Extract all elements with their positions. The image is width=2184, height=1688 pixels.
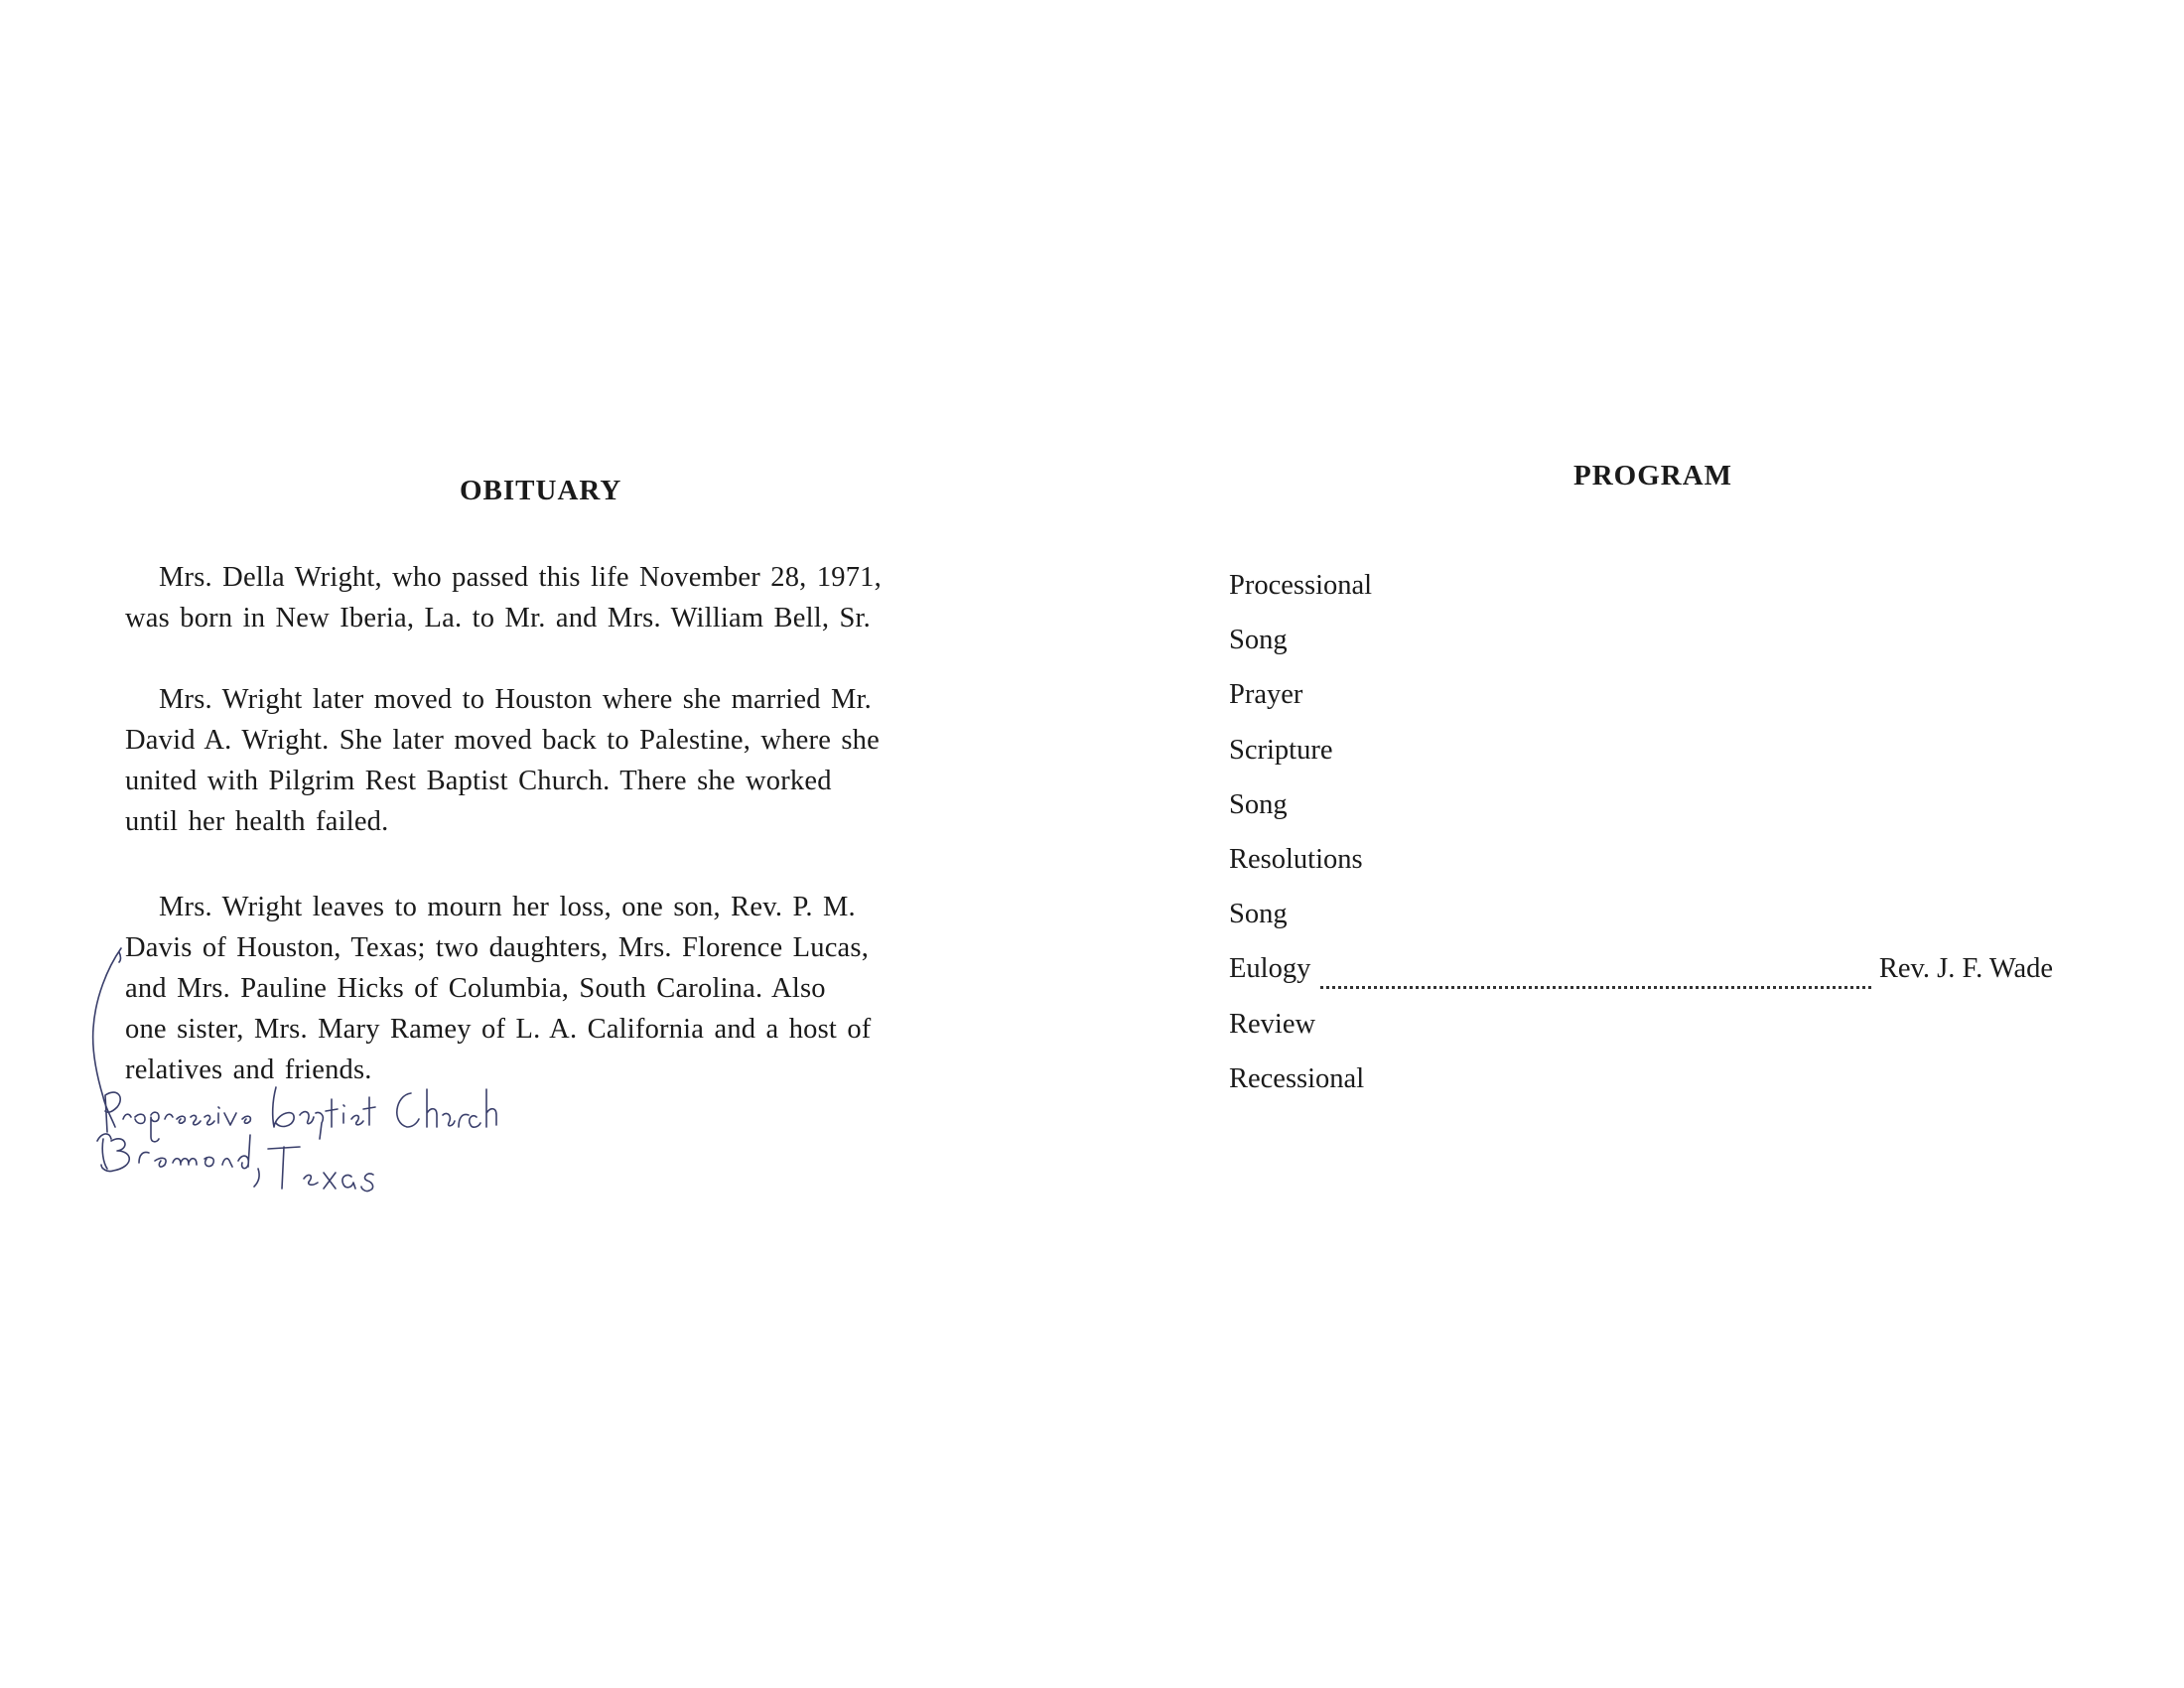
program-heading: PROGRAM [1573, 460, 1733, 492]
program-list [1229, 566, 2053, 1114]
obituary-paragraph-2 [125, 679, 999, 842]
obituary-line: David A. Wright. She later moved back to Palestine, where she [125, 725, 880, 756]
program-item [1229, 566, 2053, 621]
program-item-label: Song [1229, 899, 1288, 930]
program-item [1229, 785, 2053, 840]
program-item-label: Processional [1229, 570, 1373, 601]
program-item-label: Song [1229, 788, 1288, 820]
obituary-line: until her health failed. [125, 806, 389, 837]
program-item [1229, 895, 2053, 949]
handwritten-note [77, 928, 544, 1206]
obituary-line: one sister, Mrs. Mary Ramey of L. A. California and a host of [125, 1014, 872, 1045]
program-item [1229, 1059, 2053, 1114]
handwritten-line-2 [97, 1134, 373, 1192]
program-item [1229, 621, 2053, 675]
program-item-label: Resolutions [1229, 843, 1363, 875]
program-item [1229, 840, 2053, 895]
obituary-line: and Mrs. Pauline Hicks of Columbia, South Carolina. Also [125, 973, 826, 1004]
obituary-line: was born in New Iberia, La. to Mr. and Mrs. William Bell, Sr. [125, 603, 872, 633]
obituary-line: Mrs. Wright later moved to Houston where she married Mr. [159, 684, 873, 715]
handwritten-line-1 [105, 1087, 496, 1142]
program-item-officiant: Rev. J. F. Wade [1878, 953, 2053, 985]
obituary-line: Mrs. Della Wright, who passed this life November 28, 1971, [159, 562, 882, 593]
program-item-label: Prayer [1229, 679, 1303, 711]
obituary-line: Mrs. Wright leaves to mourn her loss, one son, Rev. P. M. [159, 892, 856, 922]
program-item-label: Song [1229, 625, 1288, 656]
program-item [1229, 675, 2053, 730]
dot-leader [1320, 986, 1871, 989]
obituary-line: relatives and friends. [125, 1055, 372, 1085]
obituary-paragraph-1 [125, 557, 999, 638]
program-item-label: Eulogy [1229, 953, 1311, 985]
program-item-label: Recessional [1229, 1062, 1365, 1094]
obituary-heading: OBITUARY [460, 475, 622, 506]
program-item [1229, 949, 2053, 1004]
program-item-label: Review [1229, 1008, 1316, 1040]
program-item [1229, 1005, 2053, 1059]
obituary-line: united with Pilgrim Rest Baptist Church. There she worked [125, 766, 832, 796]
program-item-label: Scripture [1229, 734, 1333, 766]
program-item [1229, 731, 2053, 785]
handwritten-bracket [93, 948, 121, 1127]
obituary-line: Davis of Houston, Texas; two daughters, Mrs. Florence Lucas, [125, 932, 870, 963]
